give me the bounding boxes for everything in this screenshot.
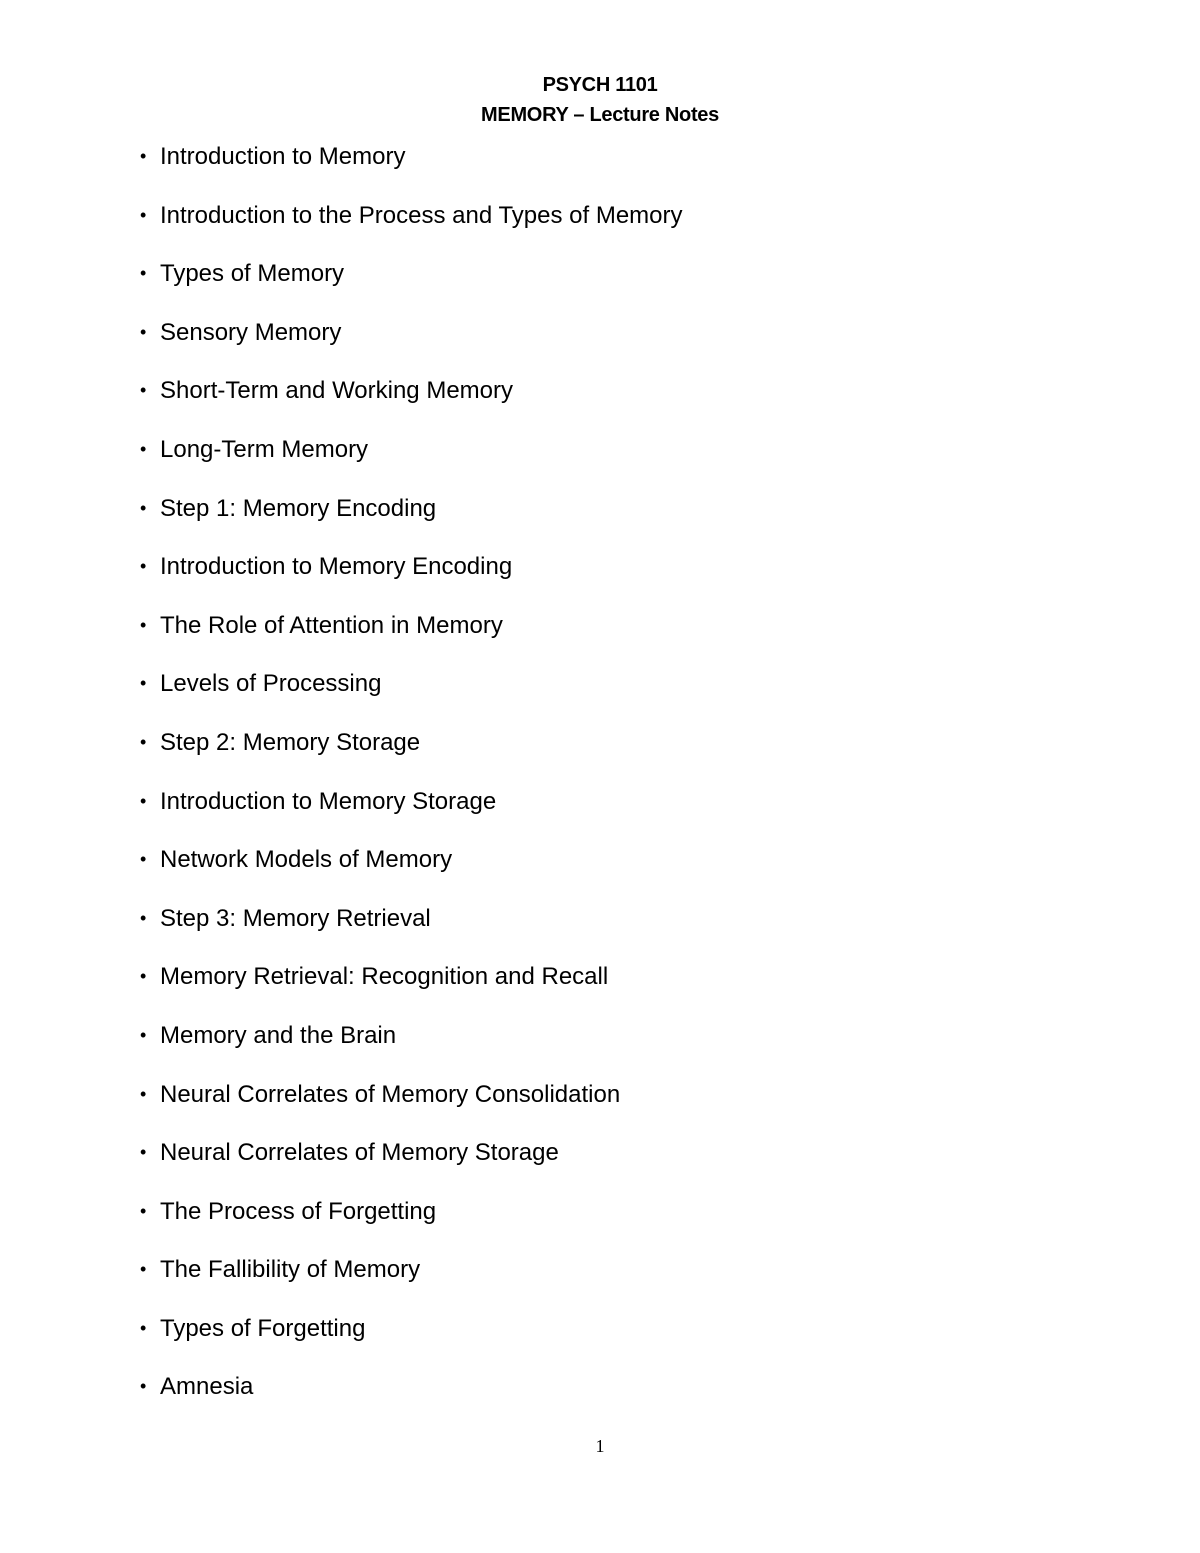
bullet-icon: • [140,497,147,518]
list-item-label: Introduction to Memory [160,143,406,170]
bullet-icon: • [140,263,147,284]
bullet-icon: • [140,321,147,342]
bullet-icon: • [140,1083,147,1104]
bullet-icon: • [140,1024,147,1045]
list-item-label: Neural Correlates of Memory Storage [160,1139,559,1167]
list-item-label: Levels of Processing [160,670,382,698]
list-item-label: Introduction to the Process and Types of Memory [160,201,683,229]
bullet-icon: • [140,1200,147,1221]
bullet-icon: • [140,731,147,752]
list-item-label: Types of Memory [160,260,345,288]
list-item-label: Network Models of Memory [160,846,453,874]
list-item [140,552,1140,611]
document-header [0,70,1200,130]
list-item [140,259,1140,318]
list-item [140,1314,1140,1373]
bullet-icon: • [140,1259,147,1280]
list-item [140,1197,1140,1256]
list-item [140,787,1140,846]
document-title: MEMORY – Lecture Notes [481,104,719,126]
bullet-icon: • [140,966,147,987]
list-item [140,1080,1140,1139]
list-item [140,376,1140,435]
bullet-icon: • [140,1142,147,1163]
list-item-label: Short-Term and Working Memory [160,377,513,405]
bullet-icon: • [140,1317,147,1338]
topic-outline-list [140,142,1140,1431]
list-item [140,962,1140,1021]
list-item-label: Amnesia [160,1373,254,1401]
list-item [140,494,1140,553]
list-item-label: Introduction to Memory Storage [160,787,497,815]
bullet-icon: • [140,790,147,811]
list-item-label: Memory and the Brain [160,1021,397,1049]
list-item-label: Step 1: Memory Encoding [160,494,437,522]
page-number: 1 [595,1436,605,1456]
list-item [140,1138,1140,1197]
bullet-icon: • [140,438,147,459]
list-item [140,1021,1140,1080]
list-item [140,669,1140,728]
list-item-label: The Process of Forgetting [160,1197,437,1225]
list-item-label: Introduction to Memory Encoding [160,553,513,581]
list-item [140,318,1140,377]
list-item-label: Memory Retrieval: Recognition and Recall [160,963,609,991]
list-item [140,142,1140,201]
list-item [140,1372,1140,1431]
bullet-icon: • [140,673,147,694]
bullet-icon: • [140,849,147,870]
list-item [140,728,1140,787]
list-item [140,611,1140,670]
bullet-icon: • [140,1376,147,1397]
bullet-icon: • [140,204,147,225]
list-item-label: Neural Correlates of Memory Consolidation [160,1080,621,1108]
list-item [140,201,1140,260]
bullet-icon: • [140,907,147,928]
bullet-icon: • [140,146,147,166]
list-item-label: The Role of Attention in Memory [160,611,503,639]
list-item-label: Step 3: Memory Retrieval [160,904,431,932]
list-item [140,435,1140,494]
course-code: PSYCH 1101 [542,74,658,96]
list-item-label: Sensory Memory [160,318,342,346]
list-item-label: Long-Term Memory [160,435,369,463]
list-item-label: The Fallibility of Memory [160,1256,421,1284]
list-item [140,1255,1140,1314]
bullet-icon: • [140,380,147,401]
bullet-icon: • [140,614,147,635]
list-item [140,845,1140,904]
list-item [140,904,1140,963]
bullet-icon: • [140,556,147,577]
list-item-label: Types of Forgetting [160,1314,366,1342]
list-item-label: Step 2: Memory Storage [160,728,421,756]
